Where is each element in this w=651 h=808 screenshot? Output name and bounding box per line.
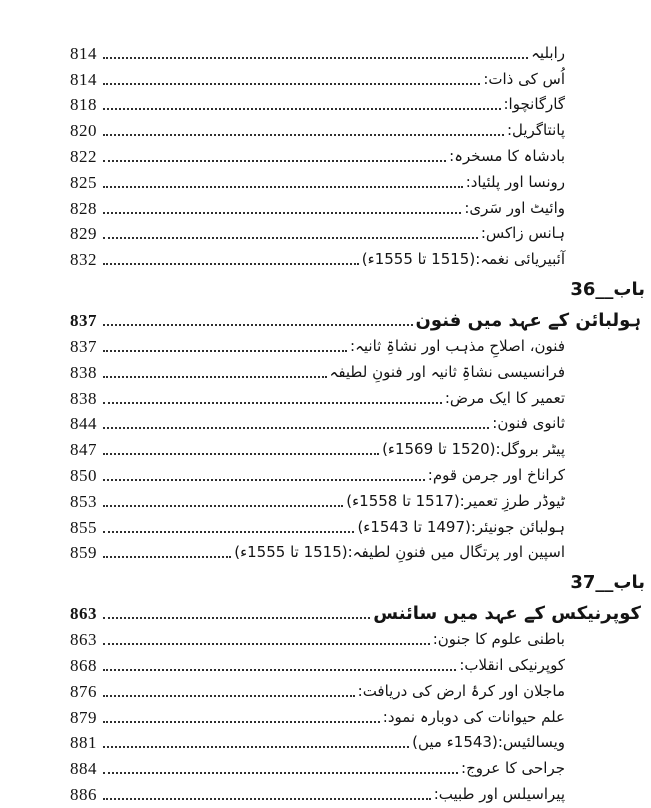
entry-label: فنون، اصلاحِ مذہب اور نشاۃِ ثانیہ: (350, 336, 565, 355)
dot-leader (103, 376, 327, 378)
entry-label: ٹیوڈر طرزِ تعمیر:(1517 تا 1558ء) (346, 491, 565, 510)
chapter-title-row (0, 304, 651, 331)
section-chapter-36 (0, 278, 651, 563)
toc-entry (0, 244, 651, 270)
toc-entry (0, 115, 651, 141)
page-number: 837 (70, 311, 97, 331)
dot-leader (103, 160, 446, 162)
entry-label: پیراسیلس اور طبیب: (433, 784, 565, 803)
dot-leader (103, 453, 379, 455)
entry-label: پانتاگریل: (506, 121, 565, 140)
dot-leader (103, 798, 431, 800)
toc-entry (0, 650, 651, 676)
entry-label: وائیٹ اور سَری: (464, 198, 565, 217)
page-number: 838 (70, 388, 97, 408)
page-number: 829 (70, 224, 97, 244)
page-number: 832 (70, 250, 97, 270)
dot-leader (103, 643, 430, 645)
toc-entry (0, 141, 651, 167)
entry-label: بادشاہ کا مسخرہ: (449, 146, 565, 165)
page-number: 828 (70, 198, 97, 218)
entry-label: پیٹر بروگل:(1520 تا 1569ء) (382, 440, 565, 459)
page-number: 863 (70, 630, 97, 650)
page-number: 868 (70, 655, 97, 675)
toc-entry (0, 728, 651, 754)
toc-entry (0, 409, 651, 435)
dot-leader (103, 212, 461, 214)
toc-entry (0, 676, 651, 702)
page-number: 825 (70, 172, 97, 192)
toc-entry (0, 779, 651, 805)
entry-label: ویسالئیس:(1543ء میں) (412, 733, 565, 752)
page-number: 855 (70, 517, 97, 537)
entry-label: کراناخ اور جرمن قوم: (427, 465, 565, 484)
dot-leader (103, 556, 231, 558)
entry-label: ہولبائن جونیئر:(1497 تا 1543ء) (357, 517, 565, 536)
toc-entry (0, 219, 651, 245)
page-number: 844 (70, 414, 97, 434)
toc-entry (0, 193, 651, 219)
chapter-title-label: کوپرنیکس کے عہد میں سائنس (373, 603, 641, 625)
dot-leader (103, 772, 458, 774)
dot-leader (103, 695, 355, 697)
entry-label: تعمیر کا ایک مرض: (444, 388, 565, 407)
entry-label: اُس کی ذات: (483, 69, 565, 88)
page-number: 814 (70, 43, 97, 63)
dot-leader (103, 617, 370, 619)
page-number: 818 (70, 95, 97, 115)
dot-leader (103, 186, 463, 188)
dot-leader (103, 350, 347, 352)
page-number: 847 (70, 440, 97, 460)
dot-leader (103, 83, 480, 85)
entry-label: کوپرنیکی انقلاب: (459, 655, 565, 674)
toc-entry (0, 460, 651, 486)
page-number: 881 (70, 733, 97, 753)
toc-entry (0, 383, 651, 409)
toc-entry (0, 64, 651, 90)
section-previous-chapter-tail (0, 38, 651, 270)
dot-leader (103, 531, 354, 533)
page-number: 863 (70, 604, 97, 624)
toc-entry (0, 486, 651, 512)
entry-label: ثانوی فنون: (492, 414, 565, 433)
page-number: 820 (70, 121, 97, 141)
page-number: 814 (70, 69, 97, 89)
page-number: 837 (70, 336, 97, 356)
dot-leader (103, 108, 501, 110)
entry-label: فرانسیسی نشاۃِ ثانیہ اور فنونِ لطیفہ (329, 362, 565, 381)
chapter-heading: باب__37 (570, 572, 645, 594)
page-number: 879 (70, 707, 97, 727)
toc-entry (0, 90, 651, 116)
toc-entry (0, 624, 651, 650)
toc-entry (0, 357, 651, 383)
toc-entry (0, 38, 651, 64)
entry-label: آئبیریائی نغمہ:(1515 تا 1555ء) (361, 250, 565, 269)
entry-label: ماجلان اور کرۂ ارض کی دریافت: (357, 681, 565, 700)
dot-leader (103, 57, 528, 59)
entry-label: جراحی کا عروج: (461, 759, 565, 778)
toc-entry (0, 702, 651, 728)
entry-label: رونسا اور پلئیاد: (465, 172, 565, 191)
page-number: 850 (70, 465, 97, 485)
entry-label: باطنی علوم کا جنون: (432, 630, 565, 649)
dot-leader (103, 402, 442, 404)
entry-label: اسپین اور پرتگال میں فنونِ لطیفہ:(1515 تا 1555ء) (234, 543, 565, 562)
dot-leader (103, 746, 409, 748)
dot-leader (103, 134, 504, 136)
page-number: 853 (70, 491, 97, 511)
page-number: 822 (70, 146, 97, 166)
toc-entry (0, 538, 651, 564)
section-chapter-37 (0, 571, 651, 805)
toc-entry (0, 331, 651, 357)
page-number: 884 (70, 759, 97, 779)
dot-leader (103, 427, 489, 429)
page-number: 876 (70, 681, 97, 701)
dot-leader (103, 237, 478, 239)
dot-leader (103, 669, 456, 671)
toc-entry (0, 512, 651, 538)
chapter-heading: باب__36 (570, 279, 645, 301)
toc-entry (0, 434, 651, 460)
page-number: 859 (70, 543, 97, 563)
dot-leader (103, 324, 413, 326)
entry-label: علم حیوانات کی دوبارہ نمود: (382, 707, 565, 726)
toc-entry (0, 167, 651, 193)
dot-leader (103, 721, 380, 723)
dot-leader (103, 479, 425, 481)
entry-label: ہانس زاکس: (480, 224, 565, 243)
page-number: 886 (70, 784, 97, 804)
entry-label: رابلیہ (531, 43, 565, 62)
chapter-title-label: ہولبائن کے عہد میں فنون (415, 310, 641, 332)
toc-entry (0, 753, 651, 779)
entry-label: گارگانچوا: (503, 95, 565, 114)
chapter-title-row (0, 597, 651, 624)
dot-leader (103, 505, 343, 507)
page-number: 838 (70, 362, 97, 382)
dot-leader (103, 263, 359, 265)
